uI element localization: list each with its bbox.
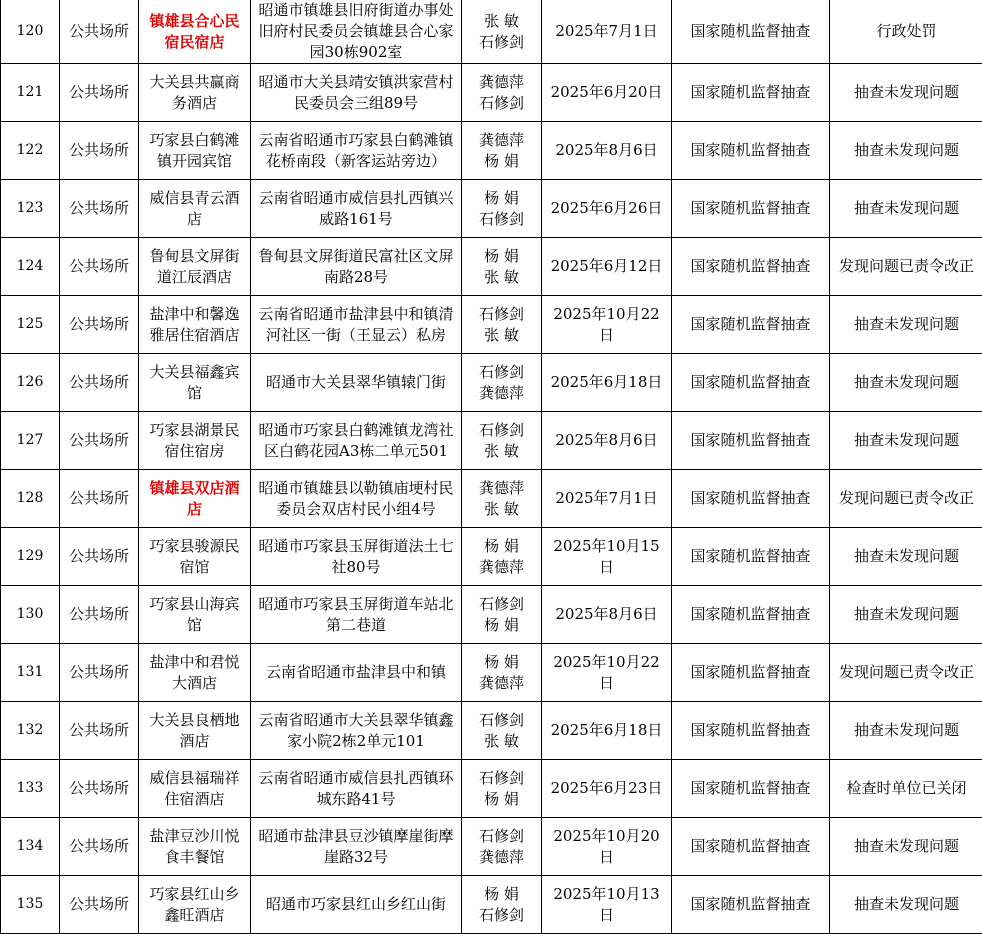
address-cell: 云南省昭通市盐津县中和镇清河社区一街（王显云）私房 bbox=[251, 296, 462, 354]
result-cell: 发现问题已责令改正 bbox=[830, 470, 982, 528]
address-cell: 昭通市镇雄县以勒镇庙埂村民委员会双店村民小组4号 bbox=[251, 470, 462, 528]
address-cell: 云南省昭通市大关县翠华镇鑫家小院2栋2单元101 bbox=[251, 702, 462, 760]
inspector-name: 龚德萍 bbox=[466, 72, 537, 93]
category-cell: 公共场所 bbox=[60, 818, 139, 876]
table-row bbox=[1, 470, 982, 528]
row-number: 128 bbox=[1, 470, 60, 528]
row-number: 126 bbox=[1, 354, 60, 412]
inspector-name: 张 敏 bbox=[466, 499, 537, 520]
venue-name: 鲁甸县文屏街道江辰酒店 bbox=[139, 238, 251, 296]
category-cell: 公共场所 bbox=[60, 876, 139, 934]
inspector-name: 石修剑 bbox=[466, 768, 537, 789]
table-row bbox=[1, 586, 982, 644]
venue-name: 镇雄县合心民宿民宿店 bbox=[139, 0, 251, 64]
address-cell: 云南省昭通市威信县扎西镇环城东路41号 bbox=[251, 760, 462, 818]
inspector-name: 张 敏 bbox=[466, 325, 537, 346]
venue-name: 镇雄县双店酒店 bbox=[139, 470, 251, 528]
inspector-name: 石修剑 bbox=[466, 710, 537, 731]
venue-name: 威信县青云酒店 bbox=[139, 180, 251, 238]
venue-name: 巧家县红山乡鑫旺酒店 bbox=[139, 876, 251, 934]
inspector-name: 龚德萍 bbox=[466, 847, 537, 868]
date-cell: 2025年7月1日 bbox=[542, 0, 672, 64]
method-cell: 国家随机监督抽查 bbox=[672, 876, 830, 934]
inspectors-cell bbox=[462, 818, 542, 876]
category-cell: 公共场所 bbox=[60, 760, 139, 818]
inspectors-cell bbox=[462, 180, 542, 238]
date-cell: 2025年10月13日 bbox=[542, 876, 672, 934]
result-cell: 抽查未发现问题 bbox=[830, 180, 982, 238]
row-number: 132 bbox=[1, 702, 60, 760]
category-cell: 公共场所 bbox=[60, 122, 139, 180]
inspectors-cell bbox=[462, 702, 542, 760]
venue-name: 巧家县白鹤滩镇开园宾馆 bbox=[139, 122, 251, 180]
table-row bbox=[1, 412, 982, 470]
inspector-name: 石修剑 bbox=[466, 594, 537, 615]
inspectors-cell bbox=[462, 64, 542, 122]
address-cell: 昭通市巧家县红山乡红山街 bbox=[251, 876, 462, 934]
row-number: 127 bbox=[1, 412, 60, 470]
date-cell: 2025年6月18日 bbox=[542, 354, 672, 412]
result-cell: 抽查未发现问题 bbox=[830, 64, 982, 122]
date-cell: 2025年6月23日 bbox=[542, 760, 672, 818]
inspector-name: 杨 娟 bbox=[466, 246, 537, 267]
date-cell: 2025年6月20日 bbox=[542, 64, 672, 122]
result-cell: 行政处罚 bbox=[830, 0, 982, 64]
row-number: 125 bbox=[1, 296, 60, 354]
result-cell: 发现问题已责令改正 bbox=[830, 238, 982, 296]
inspector-name: 石修剑 bbox=[466, 420, 537, 441]
row-number: 131 bbox=[1, 644, 60, 702]
address-cell: 昭通市巧家县玉屏街道车站北第二巷道 bbox=[251, 586, 462, 644]
inspectors-cell bbox=[462, 528, 542, 586]
inspector-name: 杨 娟 bbox=[466, 151, 537, 172]
category-cell: 公共场所 bbox=[60, 296, 139, 354]
result-cell: 抽查未发现问题 bbox=[830, 296, 982, 354]
result-cell: 抽查未发现问题 bbox=[830, 412, 982, 470]
result-cell: 抽查未发现问题 bbox=[830, 702, 982, 760]
method-cell: 国家随机监督抽查 bbox=[672, 180, 830, 238]
inspectors-cell bbox=[462, 238, 542, 296]
venue-name: 巧家县湖景民宿住宿房 bbox=[139, 412, 251, 470]
method-cell: 国家随机监督抽查 bbox=[672, 238, 830, 296]
row-number: 121 bbox=[1, 64, 60, 122]
address-cell: 鲁甸县文屏街道民富社区文屏南路28号 bbox=[251, 238, 462, 296]
result-cell: 抽查未发现问题 bbox=[830, 354, 982, 412]
method-cell: 国家随机监督抽查 bbox=[672, 818, 830, 876]
venue-name: 威信县福瑞祥住宿酒店 bbox=[139, 760, 251, 818]
inspectors-cell bbox=[462, 760, 542, 818]
inspectors-cell bbox=[462, 0, 542, 64]
category-cell: 公共场所 bbox=[60, 0, 139, 64]
method-cell: 国家随机监督抽查 bbox=[672, 644, 830, 702]
row-number: 133 bbox=[1, 760, 60, 818]
inspector-name: 龚德萍 bbox=[466, 673, 537, 694]
inspectors-cell bbox=[462, 470, 542, 528]
inspector-name: 杨 娟 bbox=[466, 789, 537, 810]
date-cell: 2025年6月12日 bbox=[542, 238, 672, 296]
result-cell: 检查时单位已关闭 bbox=[830, 760, 982, 818]
category-cell: 公共场所 bbox=[60, 412, 139, 470]
address-cell: 昭通市巧家县玉屏街道法土七社80号 bbox=[251, 528, 462, 586]
result-cell: 抽查未发现问题 bbox=[830, 528, 982, 586]
inspector-name: 龚德萍 bbox=[466, 383, 537, 404]
method-cell: 国家随机监督抽查 bbox=[672, 586, 830, 644]
inspector-name: 杨 娟 bbox=[466, 884, 537, 905]
inspector-name: 石修剑 bbox=[466, 32, 537, 53]
inspector-name: 石修剑 bbox=[466, 905, 537, 926]
inspectors-cell bbox=[462, 586, 542, 644]
inspector-name: 张 敏 bbox=[466, 731, 537, 752]
venue-name: 巧家县山海宾馆 bbox=[139, 586, 251, 644]
row-number: 135 bbox=[1, 876, 60, 934]
address-cell: 昭通市镇雄县旧府街道办事处旧府村民委员会镇雄县合心家园30栋902室 bbox=[251, 0, 462, 64]
date-cell: 2025年6月18日 bbox=[542, 702, 672, 760]
table-row bbox=[1, 0, 982, 64]
row-number: 122 bbox=[1, 122, 60, 180]
method-cell: 国家随机监督抽查 bbox=[672, 354, 830, 412]
table-row bbox=[1, 760, 982, 818]
venue-name: 大关县共赢商务酒店 bbox=[139, 64, 251, 122]
category-cell: 公共场所 bbox=[60, 354, 139, 412]
inspector-name: 张 敏 bbox=[466, 267, 537, 288]
row-number: 130 bbox=[1, 586, 60, 644]
inspectors-cell bbox=[462, 644, 542, 702]
inspectors-cell bbox=[462, 296, 542, 354]
inspector-name: 龚德萍 bbox=[466, 130, 537, 151]
method-cell: 国家随机监督抽查 bbox=[672, 470, 830, 528]
table-row bbox=[1, 702, 982, 760]
venue-name: 大关县福鑫宾馆 bbox=[139, 354, 251, 412]
table-row bbox=[1, 296, 982, 354]
address-cell: 昭通市盐津县豆沙镇摩崖街摩崖路32号 bbox=[251, 818, 462, 876]
inspector-name: 龚德萍 bbox=[466, 478, 537, 499]
inspector-name: 石修剑 bbox=[466, 304, 537, 325]
inspector-name: 石修剑 bbox=[466, 826, 537, 847]
category-cell: 公共场所 bbox=[60, 180, 139, 238]
category-cell: 公共场所 bbox=[60, 586, 139, 644]
row-number: 120 bbox=[1, 0, 60, 64]
date-cell: 2025年10月15日 bbox=[542, 528, 672, 586]
date-cell: 2025年8月6日 bbox=[542, 586, 672, 644]
date-cell: 2025年10月22日 bbox=[542, 296, 672, 354]
address-cell: 云南省昭通市威信县扎西镇兴威路161号 bbox=[251, 180, 462, 238]
venue-name: 盐津豆沙川悦食丰餐馆 bbox=[139, 818, 251, 876]
row-number: 124 bbox=[1, 238, 60, 296]
date-cell: 2025年10月20日 bbox=[542, 818, 672, 876]
table-row bbox=[1, 122, 982, 180]
inspectors-cell bbox=[462, 354, 542, 412]
venue-name: 大关县良栖地酒店 bbox=[139, 702, 251, 760]
table-row bbox=[1, 528, 982, 586]
table-row bbox=[1, 644, 982, 702]
category-cell: 公共场所 bbox=[60, 238, 139, 296]
date-cell: 2025年8月6日 bbox=[542, 122, 672, 180]
venue-name: 巧家县骏源民宿馆 bbox=[139, 528, 251, 586]
date-cell: 2025年10月22日 bbox=[542, 644, 672, 702]
row-number: 129 bbox=[1, 528, 60, 586]
method-cell: 国家随机监督抽查 bbox=[672, 296, 830, 354]
venue-name: 盐津中和君悦大酒店 bbox=[139, 644, 251, 702]
table-row bbox=[1, 238, 982, 296]
inspector-name: 石修剑 bbox=[466, 362, 537, 383]
category-cell: 公共场所 bbox=[60, 702, 139, 760]
method-cell: 国家随机监督抽查 bbox=[672, 64, 830, 122]
date-cell: 2025年8月6日 bbox=[542, 412, 672, 470]
result-cell: 发现问题已责令改正 bbox=[830, 644, 982, 702]
result-cell: 抽查未发现问题 bbox=[830, 818, 982, 876]
venue-name: 盐津中和馨逸雅居住宿酒店 bbox=[139, 296, 251, 354]
table-row bbox=[1, 64, 982, 122]
table-body bbox=[1, 0, 982, 934]
table-row bbox=[1, 354, 982, 412]
method-cell: 国家随机监督抽查 bbox=[672, 412, 830, 470]
row-number: 123 bbox=[1, 180, 60, 238]
address-cell: 云南省昭通市盐津县中和镇 bbox=[251, 644, 462, 702]
result-cell: 抽查未发现问题 bbox=[830, 876, 982, 934]
inspector-name: 石修剑 bbox=[466, 93, 537, 114]
method-cell: 国家随机监督抽查 bbox=[672, 760, 830, 818]
inspector-name: 杨 娟 bbox=[466, 536, 537, 557]
inspectors-cell bbox=[462, 876, 542, 934]
inspectors-cell bbox=[462, 412, 542, 470]
table-row bbox=[1, 818, 982, 876]
address-cell: 昭通市大关县靖安镇洪家营村民委员会三组89号 bbox=[251, 64, 462, 122]
date-cell: 2025年7月1日 bbox=[542, 470, 672, 528]
table-row bbox=[1, 876, 982, 934]
address-cell: 云南省昭通市巧家县白鹤滩镇花桥南段（新客运站旁边） bbox=[251, 122, 462, 180]
table-row bbox=[1, 180, 982, 238]
method-cell: 国家随机监督抽查 bbox=[672, 122, 830, 180]
inspector-name: 杨 娟 bbox=[466, 615, 537, 636]
address-cell: 昭通市大关县翠华镇辕门街 bbox=[251, 354, 462, 412]
inspector-name: 杨 娟 bbox=[466, 188, 537, 209]
category-cell: 公共场所 bbox=[60, 528, 139, 586]
inspector-name: 龚德萍 bbox=[466, 557, 537, 578]
address-cell: 昭通市巧家县白鹤滩镇龙湾社区白鹤花园A3栋二单元501 bbox=[251, 412, 462, 470]
inspector-name: 石修剑 bbox=[466, 209, 537, 230]
inspector-name: 杨 娟 bbox=[466, 652, 537, 673]
result-cell: 抽查未发现问题 bbox=[830, 122, 982, 180]
method-cell: 国家随机监督抽查 bbox=[672, 0, 830, 64]
category-cell: 公共场所 bbox=[60, 470, 139, 528]
inspectors-cell bbox=[462, 122, 542, 180]
result-cell: 抽查未发现问题 bbox=[830, 586, 982, 644]
category-cell: 公共场所 bbox=[60, 644, 139, 702]
inspector-name: 张 敏 bbox=[466, 11, 537, 32]
method-cell: 国家随机监督抽查 bbox=[672, 528, 830, 586]
row-number: 134 bbox=[1, 818, 60, 876]
method-cell: 国家随机监督抽查 bbox=[672, 702, 830, 760]
date-cell: 2025年6月26日 bbox=[542, 180, 672, 238]
category-cell: 公共场所 bbox=[60, 64, 139, 122]
inspector-name: 张 敏 bbox=[466, 441, 537, 462]
